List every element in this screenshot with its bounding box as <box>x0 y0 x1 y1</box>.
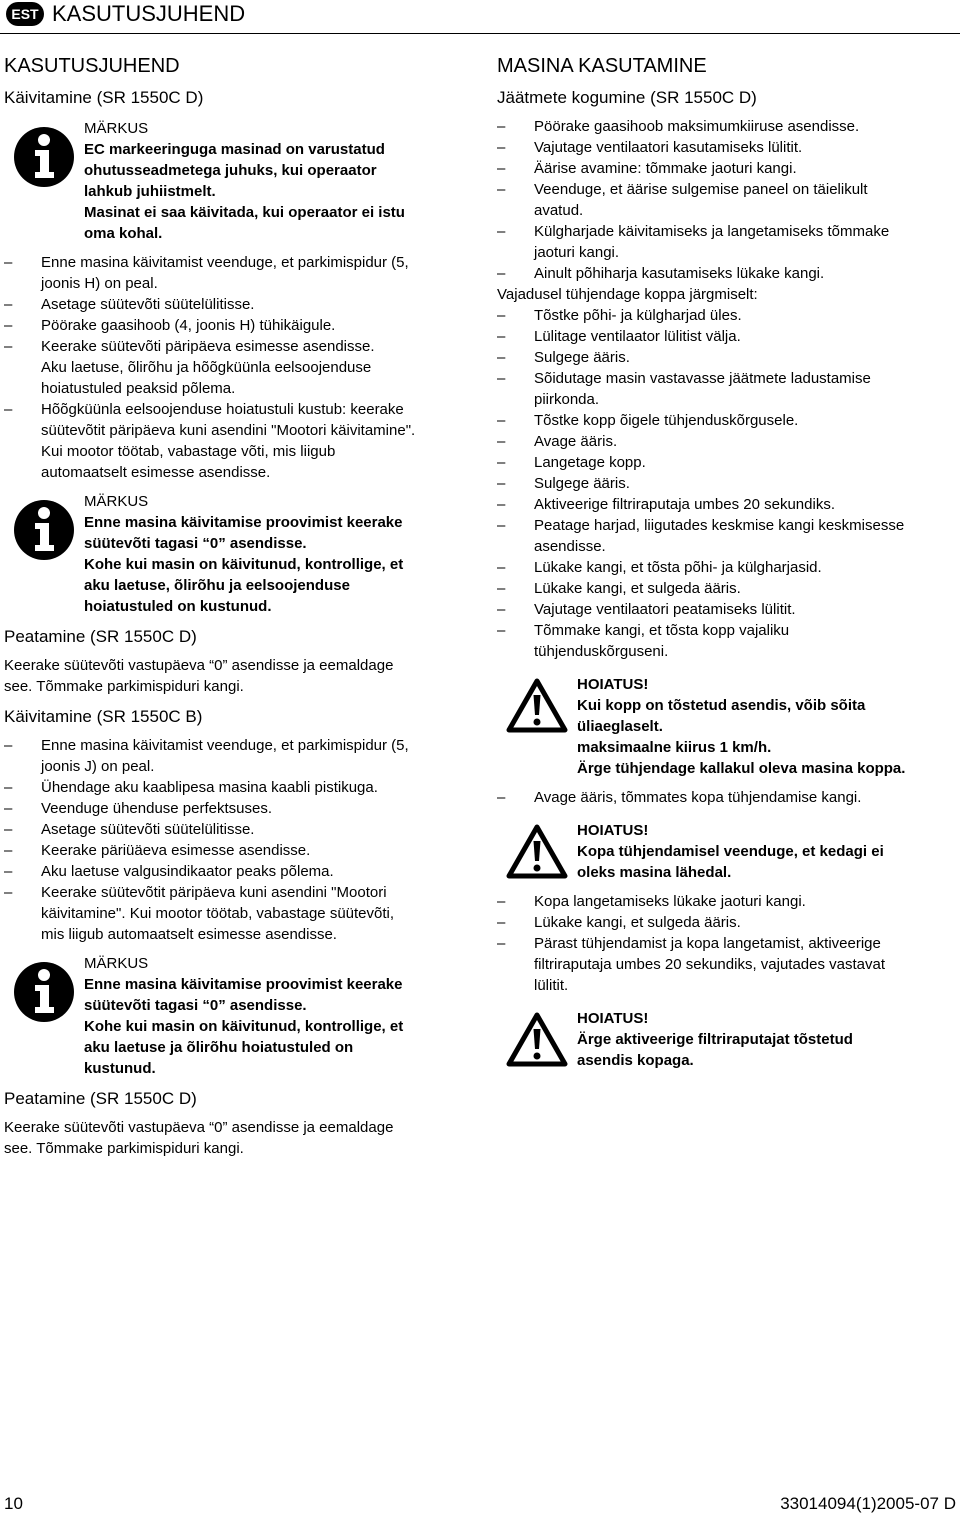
list-item: – Pärast tühjendamist ja kopa langetamist, aktiveerige filtriraputaja umbes 20 sekundiks, vajutades vastavat lülitit. <box>497 933 957 996</box>
warning-box <box>497 674 957 779</box>
warning-line: asendis kopaga. <box>577 1052 694 1069</box>
step-list <box>497 787 957 808</box>
list-item: – Kopa langetamiseks lükake jaoturi kangi. <box>497 891 957 912</box>
note-line: hoiatustuled on kustunud. <box>84 598 272 615</box>
note-box <box>4 491 474 617</box>
note-line: Kohe kui masin on käivitunud, kontrollige, et <box>84 1018 404 1035</box>
list-item: – Lükake kangi, et sulgeda ääris. <box>497 578 957 599</box>
list-item: – Vajutage ventilaatori kasutamiseks lülitit. <box>497 137 957 158</box>
warning-box <box>497 820 957 883</box>
continuation-text: Aku laetuse, õlirõhu ja hõõgküünla eelsoojenduse hoiatustuled peaksid põlema. <box>41 359 372 397</box>
note-label: MÄRKUS <box>84 493 149 510</box>
section-title: KASUTUSJUHEND <box>4 55 180 77</box>
note-line: aku laetuse ja õlirõhu hoiatustuled on <box>84 1039 354 1056</box>
info-icon <box>4 953 84 1023</box>
note-line: kustunud. <box>84 1060 156 1077</box>
warning-icon <box>497 820 577 880</box>
step-list <box>497 305 957 662</box>
info-icon <box>4 118 84 188</box>
list-item: – Enne masina käivitamist veenduge, et parkimispidur (5, joonis H) on peal. <box>4 252 474 294</box>
list-item: – Pöörake gaasihoob (4, joonis H) tühikäigule. <box>4 315 474 336</box>
subsection-title: Peatamine (SR 1550C D) <box>4 627 197 646</box>
warning-icon <box>497 1008 577 1068</box>
list-item: – Tõmmake kangi, et tõsta kopp vajaliku tühjenduskõrguseni. <box>497 620 957 662</box>
note-label: MÄRKUS <box>84 955 149 972</box>
step-list <box>497 116 957 284</box>
list-item: – Ühendage aku kaablipesa masina kaabli pistikuga. <box>4 777 474 798</box>
list-item: – Lükake kangi, et tõsta põhi- ja külgharjasid. <box>497 557 957 578</box>
step-list <box>4 735 474 945</box>
list-item: – Sulgege ääris. <box>497 347 957 368</box>
list-item: – Aku laetuse valgusindikaator peaks põlema. <box>4 861 474 882</box>
paragraph: Vajadusel tühjendage koppa järgmiselt: <box>497 286 758 303</box>
note-line: süütevõti tagasi “0” asendisse. <box>84 535 307 552</box>
note-box <box>4 118 474 244</box>
warning-line: Ärge aktiveerige filtriraputajat tõstetud <box>577 1031 853 1048</box>
warning-line: Ärge tühjendage kallakul oleva masina koppa. <box>577 760 906 777</box>
note-line: lahkub juhiistmelt. <box>84 183 216 200</box>
list-item: – Lükake kangi, et sulgeda ääris. <box>497 912 957 933</box>
subsection-title: Peatamine (SR 1550C D) <box>4 1089 197 1108</box>
list-item: – Külgharjade käivitamiseks ja langetamiseks tõmmake jaoturi kangi. <box>497 221 957 263</box>
left-column <box>4 52 474 1159</box>
list-item: – Ainult põhiharja kasutamiseks lükake kangi. <box>497 263 957 284</box>
warning-label: HOIATUS! <box>577 1010 649 1027</box>
document-code: 33014094(1)2005-07 D <box>780 1494 956 1513</box>
right-column <box>497 52 957 1079</box>
list-item: – Avage ääris, tõmmates kopa tühjendamise kangi. <box>497 787 957 808</box>
subsection-title: Käivitamine (SR 1550C B) <box>4 707 203 726</box>
list-item: – Peatage harjad, liigutades keskmise kangi keskmisesse asendisse. <box>497 515 957 557</box>
warning-line: Kui kopp on tõstetud asendis, võib sõita <box>577 697 866 714</box>
paragraph: Keerake süütevõti vastupäeva “0” asendisse ja eemaldage see. Tõmmake parkimispiduri kangi. <box>4 657 394 695</box>
list-item: – Keerake päriüäeva esimesse asendisse. <box>4 840 474 861</box>
warning-line: oleks masina lähedal. <box>577 864 732 881</box>
list-item: – Keerake süütevõtit päripäeva kuni asendini "Mootori käivitamine". Kui mootor töötab, vabastage süütevõti, mis liigub automaatselt esimesse asendisse. <box>4 882 474 945</box>
list-item: – Avage ääris. <box>497 431 957 452</box>
header-divider <box>0 33 960 34</box>
list-item: – Tõstke põhi- ja külgharjad üles. <box>497 305 957 326</box>
list-item: – Asetage süütevõti süütelülitisse. <box>4 294 474 315</box>
list-item: – Lülitage ventilaator lülitist välja. <box>497 326 957 347</box>
note-line: Kohe kui masin on käivitunud, kontrollige, et <box>84 556 404 573</box>
note-line: Masinat ei saa käivitada, kui operaator ei istu <box>84 204 405 221</box>
list-item: – Pöörake gaasihoob maksimumkiiruse asendisse. <box>497 116 957 137</box>
continuation-text: Kui mootor töötab, vabastage võti, mis liigub automaatselt esimesse asendisse. <box>41 443 336 481</box>
list-item: – Aktiveerige filtriraputaja umbes 20 sekundiks. <box>497 494 957 515</box>
warning-icon <box>497 674 577 734</box>
list-item: – Äärise avamine: tõmmake jaoturi kangi. <box>497 158 957 179</box>
note-line: EC markeeringuga masinad on varustatud <box>84 141 385 158</box>
language-badge: EST <box>6 2 44 26</box>
page-number: 10 <box>4 1494 23 1513</box>
subsection-title: Jäätmete kogumine (SR 1550C D) <box>497 88 757 107</box>
header-title: KASUTUSJUHEND <box>52 1 246 26</box>
section-title: MASINA KASUTAMINE <box>497 55 707 77</box>
list-item: – Langetage kopp. <box>497 452 957 473</box>
note-label: MÄRKUS <box>84 120 149 137</box>
list-item: – Asetage süütevõti süütelülitisse. <box>4 819 474 840</box>
list-item: – Vajutage ventilaatori peatamiseks lülitit. <box>497 599 957 620</box>
note-line: Enne masina käivitamise proovimist keerake <box>84 976 403 993</box>
warning-label: HOIATUS! <box>577 676 649 693</box>
warning-line: üliaeglaselt. <box>577 718 663 735</box>
list-item: – Veenduge ühenduse perfektsuses. <box>4 798 474 819</box>
step-list <box>4 399 474 441</box>
list-item: – Sõidutage masin vastavasse jäätmete ladustamise piirkonda. <box>497 368 957 410</box>
page-header <box>0 0 960 32</box>
list-item: – Veenduge, et äärise sulgemise paneel on täielikult avatud. <box>497 179 957 221</box>
list-item: – Hõõgküünla eelsoojenduse hoiatustuli kustub: keerake süütevõtit päripäeva kuni asendini "Mootori käivitamine". <box>4 399 474 441</box>
note-box <box>4 953 474 1079</box>
warning-box <box>497 1008 957 1071</box>
subsection-title: Käivitamine (SR 1550C D) <box>4 88 204 107</box>
note-line: Enne masina käivitamise proovimist keerake <box>84 514 403 531</box>
note-line: aku laetuse, õlirõhu ja eelsoojenduse <box>84 577 350 594</box>
list-item: – Tõstke kopp õigele tühjenduskõrgusele. <box>497 410 957 431</box>
warning-label: HOIATUS! <box>577 822 649 839</box>
step-list <box>497 891 957 996</box>
warning-line: Kopa tühjendamisel veenduge, et kedagi ei <box>577 843 884 860</box>
list-item: – Keerake süütevõti päripäeva esimesse asendisse. <box>4 336 474 357</box>
info-icon <box>4 491 84 561</box>
paragraph: Keerake süütevõti vastupäeva “0” asendisse ja eemaldage see. Tõmmake parkimispiduri kangi. <box>4 1119 394 1157</box>
step-list <box>4 252 474 357</box>
warning-line: maksimaalne kiirus 1 km/h. <box>577 739 772 756</box>
note-line: ohutusseadmetega juhuks, kui operaator <box>84 162 377 179</box>
list-item: – Sulgege ääris. <box>497 473 957 494</box>
note-line: oma kohal. <box>84 225 163 242</box>
list-item: – Enne masina käivitamist veenduge, et parkimispidur (5, joonis J) on peal. <box>4 735 474 777</box>
note-line: süütevõti tagasi “0” asendisse. <box>84 997 307 1014</box>
